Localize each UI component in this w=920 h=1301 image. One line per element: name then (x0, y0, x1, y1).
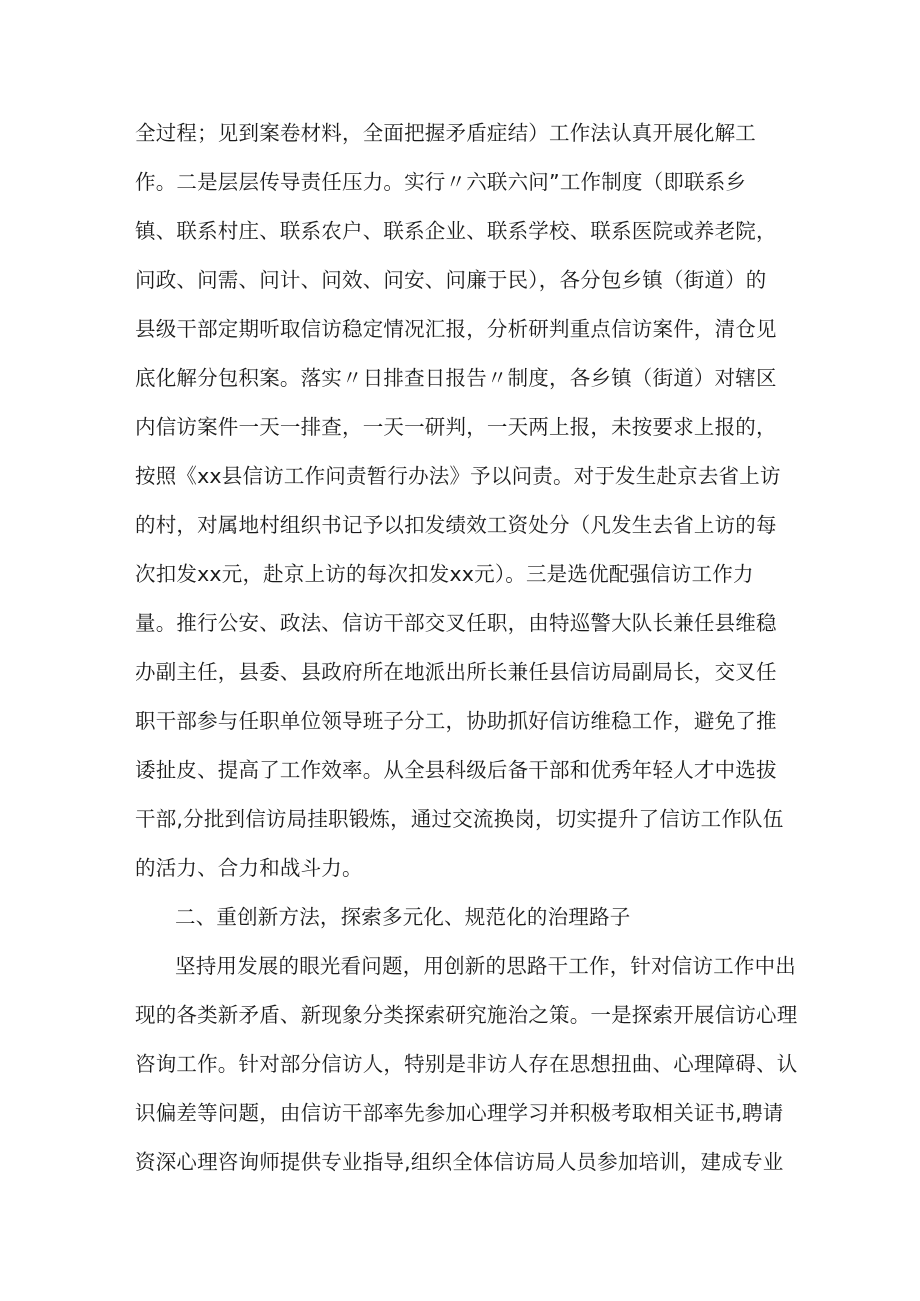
body-text-line: 资深心理咨询师提供专业指导,组织全体信访局人员参加培训，建成专业 (135, 1150, 784, 1174)
body-text-line: 镇、联系村庄、联系农户、联系企业、联系学校、联系医院或养老院， (135, 219, 777, 243)
body-text-line: 县级干部定期听取信访稳定情况汇报，分析研判重点信访案件，清仓见 (135, 317, 777, 341)
body-text-line: 干部,分批到信访局挂职锻炼，通过交流换岗，切实提升了信访工作队伍 (135, 807, 784, 831)
body-text-line: 内信访案件一天一排查，一天一研判，一天两上报，未按要求上报的， (135, 415, 777, 439)
body-text-line: 咨询工作。针对部分信访人，特别是非访人存在思想扭曲、心理障碍、认 (135, 1052, 798, 1076)
body-text-line: 现的各类新矛盾、新现象分类探索研究施治之策。一是探索开展信访心理 (135, 1003, 798, 1027)
body-text-line: 的村，对属地村组织书记予以扣发绩效工资处分（凡发生去省上访的每 (135, 513, 777, 537)
body-text-line: 问政、问需、问计、问效、问安、问廉于民），各分包乡镇（街道）的 (135, 268, 767, 292)
body-text-line: 职干部参与任职单位领导班子分工，协助抓好信访维稳工作，避免了推 (135, 709, 777, 733)
body-text-line: 次扣发xx元，赴京上访的每次扣发xx元）。三是选优配强信访工作力 (135, 562, 754, 586)
paragraph-first-line: 坚持用发展的眼光看问题，用创新的思路干工作，针对信访工作中出 (175, 954, 796, 978)
section-heading: 二、重创新方法，探索多元化、规范化的治理路子 (175, 905, 631, 929)
body-text-line: 底化解分包积案。落实〃日排查日报告〃制度，各乡镇（街道）对辖区 (135, 366, 777, 390)
body-text-line: 诿扯皮、提高了工作效率。从全县科级后备干部和优秀年轻人才中选拔 (135, 758, 777, 782)
body-text-line: 的活力、合力和战斗力。 (135, 856, 363, 880)
body-text-line: 全过程；见到案卷材料，全面把握矛盾症结）工作法认真开展化解工 (135, 121, 756, 145)
body-text-line: 按照《xx县信访工作问责暂行办法》予以问责。对于发生赴京去省上访 (135, 464, 781, 488)
body-text-line: 量。推行公安、政法、信访干部交叉任职，由特巡警大队长兼任县维稳 (135, 611, 777, 635)
body-text-line: 作。二是层层传导责任压力。实行〃六联六问”工作制度（即联系乡 (135, 170, 747, 194)
body-text-line: 办副主任，县委、县政府所在地派出所长兼任县信访局副局长，交叉任 (135, 660, 777, 684)
body-text-line: 识偏差等问题，由信访干部率先参加心理学习并积极考取相关证书,聘请 (135, 1101, 784, 1125)
